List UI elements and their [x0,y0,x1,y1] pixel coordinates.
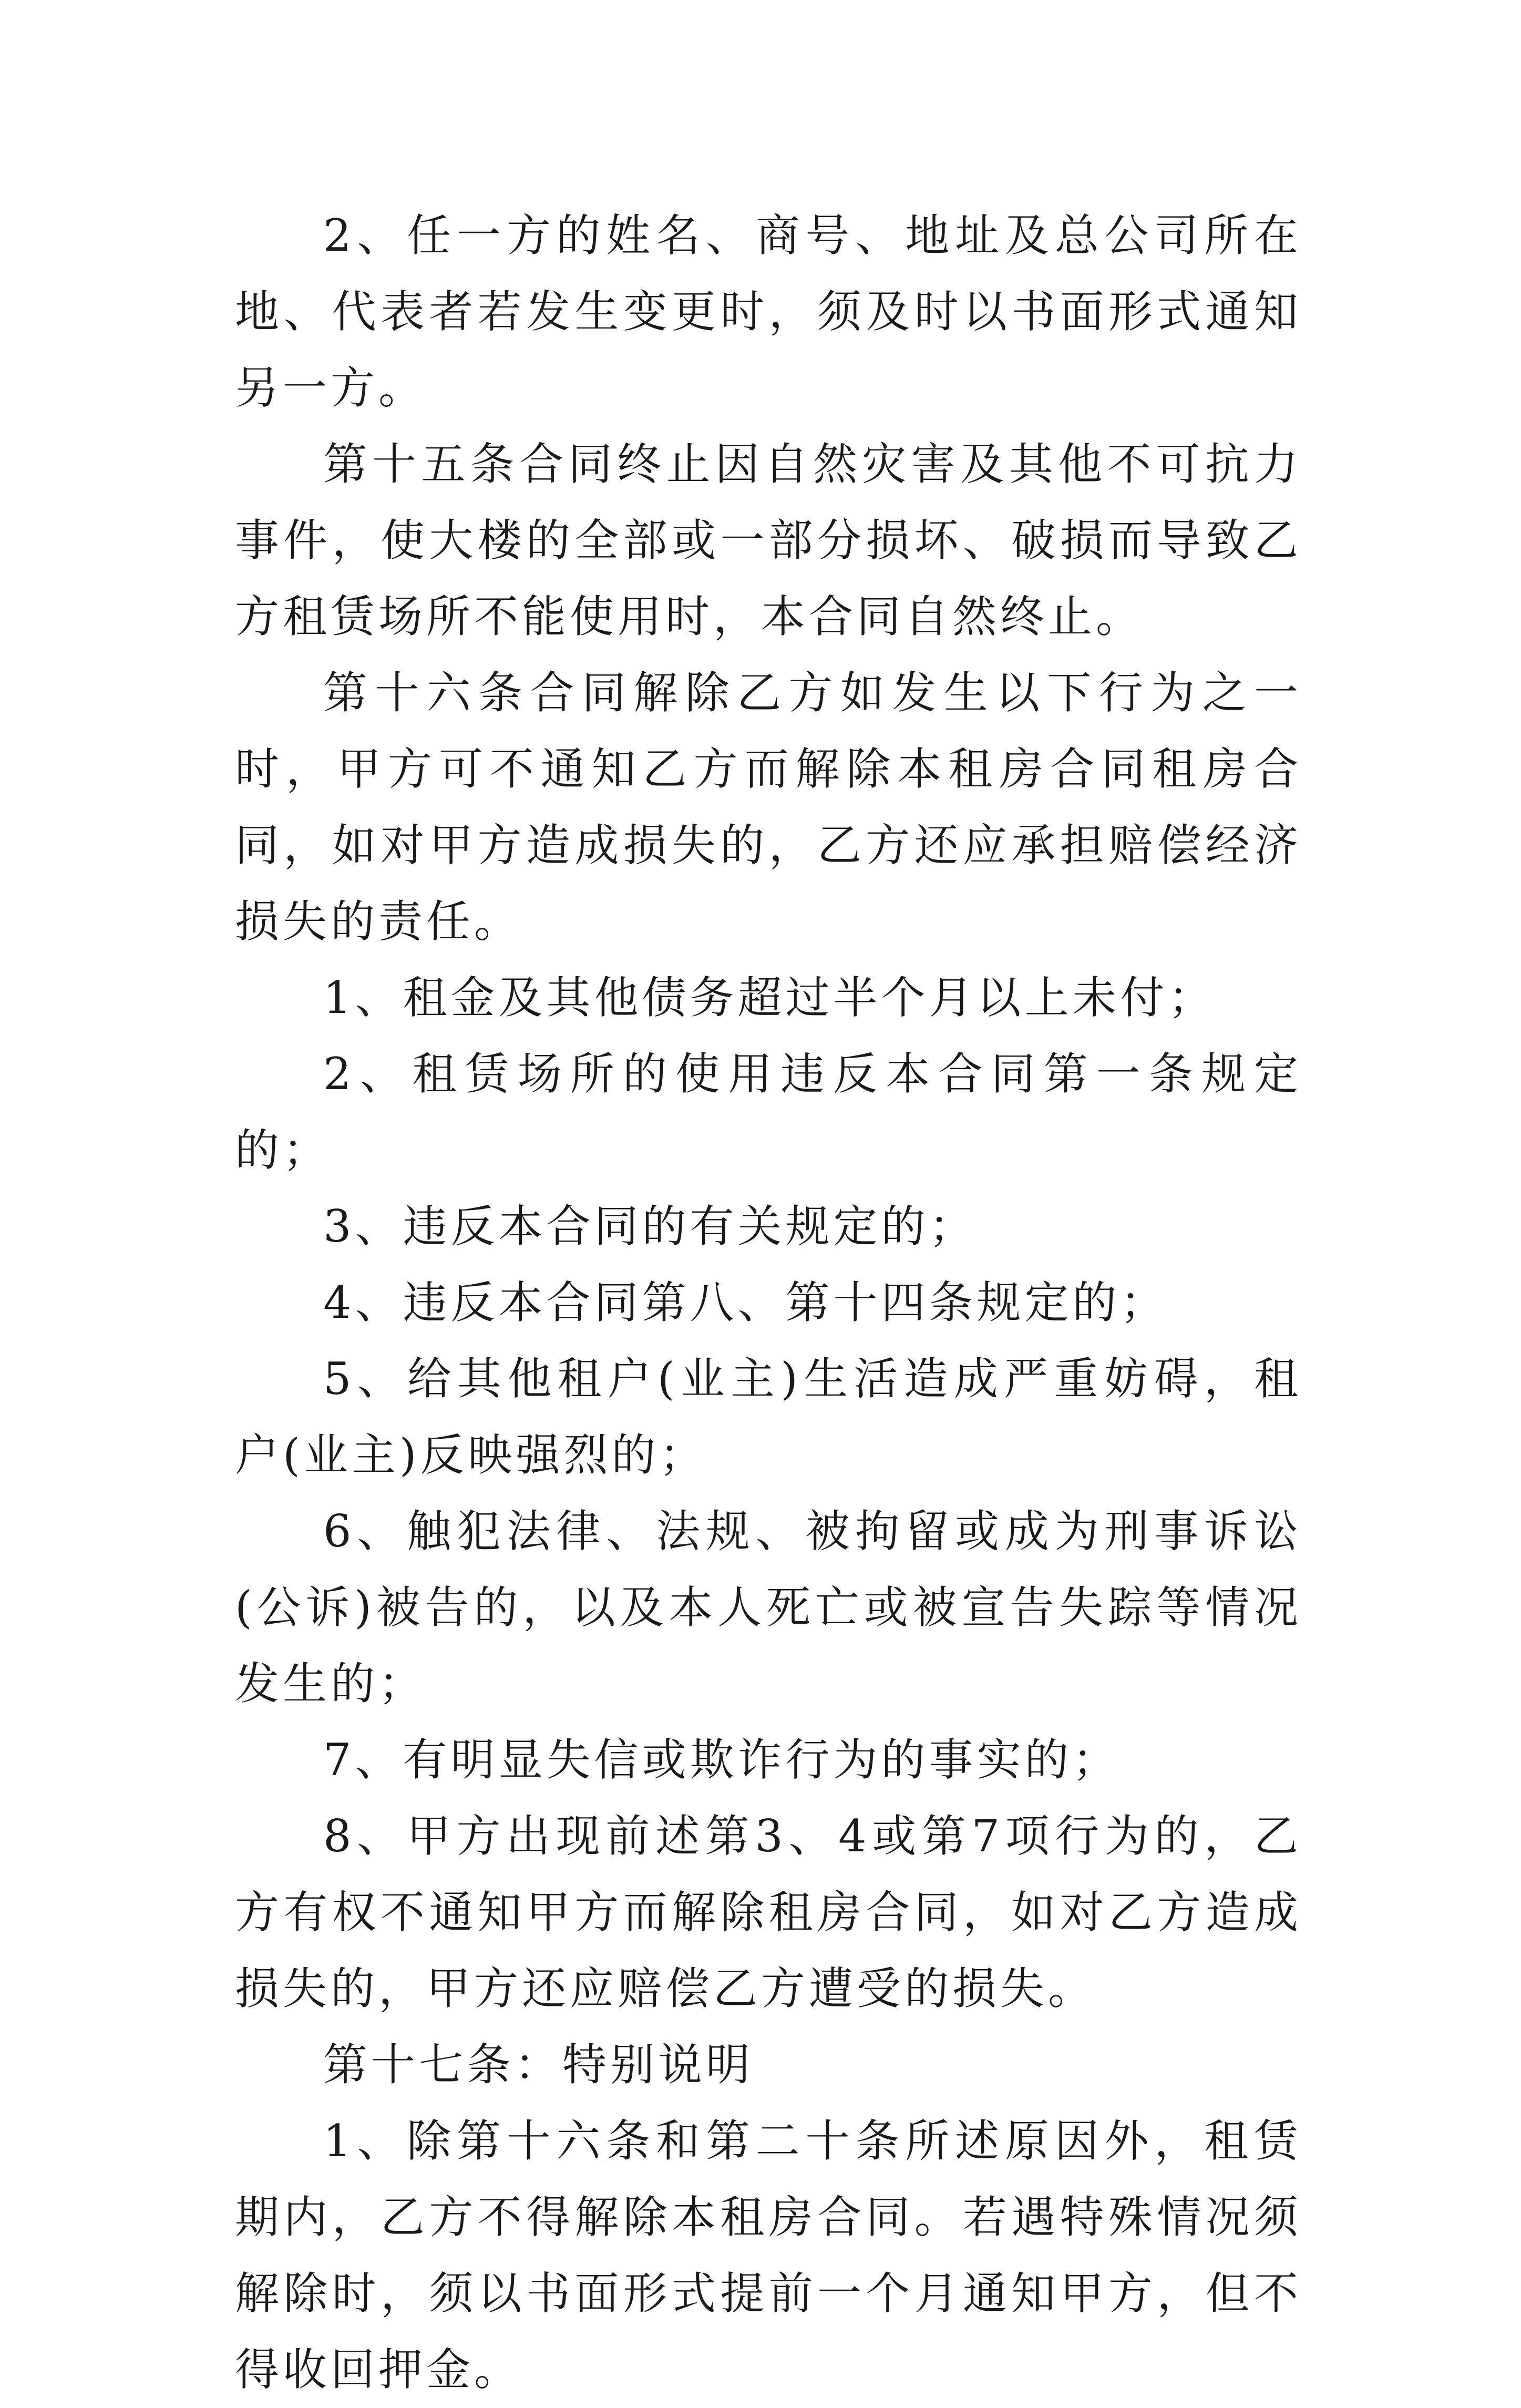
paragraph: 第十六条合同解除乙方如发生以下行为之一时，甲方可不通知乙方而解除本租房合同租房合同，如对甲方造成损失的，乙方还应承担赔偿经济损失的责任。 [235,667,1302,947]
paragraph: 2、任一方的姓名、商号、地址及总公司所在地、代表者若发生变更时，须及时以书面形式通知另一方。 [235,210,1302,414]
list-item: 5、给其他租户(业主)生活造成严重妨碍，租户(业主)反映强烈的； [235,1353,1302,1481]
paragraph: 第十五条合同终止因自然灾害及其他不可抗力事件，使大楼的全部或一部分损坏、破损而导致乙方租赁场所不能使用时，本合同自然终止。 [235,438,1302,642]
list-item: 3、违反本合同的有关规定的； [323,1201,977,1252]
list-item: 4、违反本合同第八、第十四条规定的； [323,1277,1168,1328]
section-heading: 第十七条：特别说明 [323,2039,754,2091]
list-item: 8、甲方出现前述第3、4或第7项行为的，乙方有权不通知甲方而解除租房合同，如对乙方造成损失的，甲方还应赔偿乙方遭受的损失。 [235,1810,1302,2014]
list-item: 7、有明显失信或欺诈行为的事实的； [323,1734,1121,1786]
list-item: 6、触犯法律、法规、被拘留或成为刑事诉讼(公诉)被告的，以及本人死亡或被宣告失踪等情况发生的； [235,1505,1302,1709]
document-body [235,198,1302,2408]
list-item: 2、租赁场所的使用违反本合同第一条规定的； [235,1048,1302,1176]
list-item: 1、租金及其他债务超过半个月以上未付； [323,972,1216,1023]
list-item: 1、除第十六条和第二十条所述原因外，租赁期内，乙方不得解除本租房合同。若遇特殊情况须解除时，须以书面形式提前一个月通知甲方，但不得收回押金。 [235,2115,1302,2395]
